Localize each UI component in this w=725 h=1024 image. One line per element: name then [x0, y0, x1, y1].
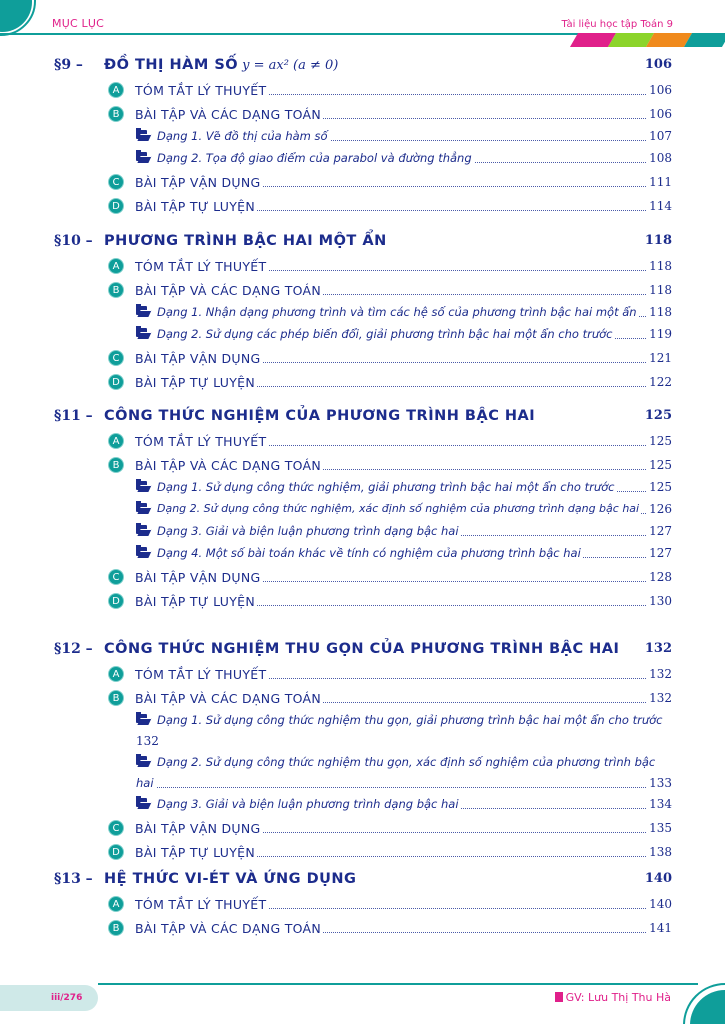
toc-entry[interactable]: [108, 691, 672, 709]
folder-open-icon: [136, 481, 151, 492]
subentry-page-number: 119: [649, 327, 672, 341]
entry-page-number: 132: [649, 691, 672, 705]
dot-leader: [136, 787, 646, 788]
section-heading[interactable]: [54, 408, 672, 430]
header-rule: [0, 33, 600, 35]
toc-subentry[interactable]: [136, 327, 672, 345]
header-color-stripes: [566, 33, 725, 47]
section-title: [104, 408, 535, 424]
section-badge-icon: D: [108, 374, 124, 390]
folder-open-icon: [136, 525, 151, 536]
subentry-label: Dạng 3. Giải và biện luận phương trình dạng bậc hai: [157, 797, 459, 811]
running-header-left: MỤC LỤC: [52, 17, 104, 30]
subentry-label: Dạng 1. Sử dụng công thức nghiệm thu gọn, giải phương trình bậc hai một ẩn cho trước: [157, 713, 663, 727]
subentry-label: Dạng 3. Giải và biện luận phương trình dạng bậc hai: [157, 524, 459, 538]
subentry-page-number: 118: [649, 305, 672, 319]
entry-page-number: 111: [649, 175, 672, 189]
entry-page-number: 138: [649, 845, 672, 859]
subentry-page-number: 134: [649, 797, 672, 811]
subentry-page-number: 126: [649, 502, 672, 516]
entry-page-number: 125: [649, 458, 672, 472]
entry-label: TÓM TẮT LÝ THUYẾT: [135, 434, 267, 449]
entry-page-number: 114: [649, 199, 672, 213]
subentry-label: Dạng 1. Nhận dạng phương trình và tìm các hệ số của phương trình bậc hai một ẩn: [157, 305, 637, 319]
section-number: §9 –: [54, 57, 83, 73]
entry-label: BÀI TẬP VẬN DỤNG: [135, 570, 261, 585]
toc-subentry[interactable]: [136, 713, 672, 751]
section-badge-icon: A: [108, 258, 124, 274]
section-badge-icon: D: [108, 198, 124, 214]
section-page-number: 140: [644, 871, 672, 886]
entry-page-number: 125: [649, 434, 672, 448]
entry-label: BÀI TẬP TỰ LUYỆN: [135, 199, 255, 214]
entry-label: BÀI TẬP TỰ LUYỆN: [135, 375, 255, 390]
folder-open-icon: [136, 756, 151, 767]
section-number: §10 –: [54, 233, 93, 249]
header-stripe: [684, 33, 725, 47]
subentry-label-continued: hai: [136, 776, 154, 790]
entry-label: TÓM TẮT LÝ THUYẾT: [135, 667, 267, 682]
toc-entry[interactable]: [108, 434, 672, 452]
subentry-label: Dạng 4. Một số bài toán khác về tính có nghiệm của phương trình bậc hai: [157, 546, 581, 560]
toc-subentry[interactable]: [136, 305, 672, 323]
folder-open-icon: [136, 547, 151, 558]
toc-entry[interactable]: [108, 845, 672, 863]
entry-page-number: 122: [649, 375, 672, 389]
toc-entry[interactable]: [108, 175, 672, 193]
folder-open-icon: [136, 306, 151, 317]
section-page-number: 106: [644, 57, 672, 72]
subentry-page-number: 127: [649, 546, 672, 560]
entry-page-number: 132: [649, 667, 672, 681]
section-number: §13 –: [54, 871, 93, 887]
toc-entry[interactable]: [108, 458, 672, 476]
folder-open-icon: [136, 130, 151, 141]
running-header-right: Tài liệu học tập Toán 9: [561, 19, 673, 30]
document-icon: [555, 992, 563, 1002]
author-name: GV: Lưu Thị Thu Hà: [565, 991, 671, 1004]
entry-label: BÀI TẬP VÀ CÁC DẠNG TOÁN: [135, 921, 322, 936]
section-title: [104, 641, 619, 657]
section-heading[interactable]: [54, 871, 672, 893]
section-title: [104, 233, 387, 249]
folder-open-icon: [136, 714, 151, 725]
section-badge-icon: A: [108, 666, 124, 682]
folder-open-icon: [136, 798, 151, 809]
entry-page-number: 140: [649, 897, 672, 911]
author-credit: [555, 991, 671, 1004]
entry-label: BÀI TẬP VÀ CÁC DẠNG TOÁN: [135, 107, 322, 122]
footer-rule: [98, 983, 698, 985]
toc-subentry[interactable]: [136, 546, 672, 564]
toc-entry[interactable]: [108, 107, 672, 125]
entry-label: BÀI TẬP TỰ LUYỆN: [135, 594, 255, 609]
section-badge-icon: A: [108, 433, 124, 449]
section-heading[interactable]: [54, 641, 672, 663]
entry-label: BÀI TẬP VẬN DỤNG: [135, 821, 261, 836]
section-title-text: PHƯƠNG TRÌNH BẬC HAI MỘT ẨN: [104, 233, 387, 249]
toc-entry[interactable]: [108, 259, 672, 277]
subentry-label: Dạng 2. Sử dụng công thức nghiệm, xác định số nghiệm của phương trình dạng bậc hai: [157, 502, 640, 515]
entry-label: TÓM TẮT LÝ THUYẾT: [135, 83, 267, 98]
section-badge-icon: A: [108, 896, 124, 912]
entry-label: TÓM TẮT LÝ THUYẾT: [135, 259, 267, 274]
toc-entry[interactable]: [108, 921, 672, 939]
section-title-text: CÔNG THỨC NGHIỆM CỦA PHƯƠNG TRÌNH BẬC HAI: [104, 408, 536, 424]
entry-page-number: 106: [649, 83, 672, 97]
section-badge-icon: C: [108, 350, 124, 366]
toc-entry[interactable]: [108, 83, 672, 101]
entry-page-number: 118: [649, 259, 672, 273]
toc-entry[interactable]: [108, 375, 672, 393]
section-badge-icon: B: [108, 457, 124, 473]
section-badge-icon: B: [108, 920, 124, 936]
entry-label: BÀI TẬP TỰ LUYỆN: [135, 845, 255, 860]
subentry-page-number: 108: [649, 151, 672, 165]
section-badge-icon: C: [108, 820, 124, 836]
section-number: §11 –: [54, 408, 93, 424]
entry-page-number: 121: [649, 351, 672, 365]
section-heading[interactable]: [54, 57, 672, 79]
entry-label: BÀI TẬP VÀ CÁC DẠNG TOÁN: [135, 458, 322, 473]
subentry-page-number: 127: [649, 524, 672, 538]
footer-page-band: [0, 985, 98, 1011]
section-badge-icon: C: [108, 569, 124, 585]
subentry-label: Dạng 1. Vẽ đồ thị của hàm số: [157, 129, 328, 143]
toc-subentry[interactable]: [136, 524, 672, 542]
toc-subentry[interactable]: [136, 797, 672, 815]
toc-subentry[interactable]: [136, 129, 672, 147]
toc-entry[interactable]: [108, 594, 672, 612]
corner-circle-decoration: [0, 0, 32, 32]
toc-entry[interactable]: [108, 199, 672, 217]
entry-label: BÀI TẬP VÀ CÁC DẠNG TOÁN: [135, 691, 322, 706]
entry-page-number: 118: [649, 283, 672, 297]
entry-label: BÀI TẬP VÀ CÁC DẠNG TOÁN: [135, 283, 322, 298]
entry-page-number: 141: [649, 921, 672, 935]
subentry-page-number: 133: [649, 776, 672, 790]
subentry-label: Dạng 1. Sử dụng công thức nghiệm, giải phương trình bậc hai một ẩn cho trước: [157, 480, 615, 494]
entry-page-number: 135: [649, 821, 672, 835]
section-badge-icon: B: [108, 106, 124, 122]
subentry-page-number: 107: [649, 129, 672, 143]
entry-page-number: 128: [649, 570, 672, 584]
entry-label: BÀI TẬP VẬN DỤNG: [135, 175, 261, 190]
section-page-number: 125: [644, 408, 672, 423]
toc-entry[interactable]: [108, 821, 672, 839]
subentry-label: Dạng 2. Sử dụng công thức nghiệm thu gọn, xác định số nghiệm của phương trình bậc: [157, 755, 656, 769]
toc-subentry[interactable]: [136, 151, 672, 169]
toc-subentry[interactable]: [136, 480, 672, 498]
section-title-text: ĐỒ THỊ HÀM SỐ: [104, 57, 239, 73]
section-number: §12 –: [54, 641, 93, 657]
section-title-text: CÔNG THỨC NGHIỆM THU GỌN CỦA PHƯƠNG TRÌNH BẬC HAI: [104, 641, 620, 657]
section-title: [104, 57, 338, 73]
entry-page-number: 106: [649, 107, 672, 121]
section-badge-icon: B: [108, 282, 124, 298]
subentry-label: Dạng 2. Sử dụng các phép biến đổi, giải phương trình bậc hai một ẩn cho trước: [157, 327, 613, 341]
section-badge-icon: D: [108, 844, 124, 860]
toc-entry[interactable]: [108, 351, 672, 369]
entry-label: TÓM TẮT LÝ THUYẾT: [135, 897, 267, 912]
folder-open-icon: [136, 503, 151, 514]
subentry-page-number: 125: [649, 480, 672, 494]
toc-subentry[interactable]: [136, 755, 672, 793]
toc-entry[interactable]: [108, 667, 672, 685]
section-title-text: HỆ THỨC VI-ÉT VÀ ỨNG DỤNG: [104, 871, 357, 887]
folder-open-icon: [136, 152, 151, 163]
subentry-page-number: 132: [136, 734, 159, 748]
toc-entry[interactable]: [108, 897, 672, 915]
section-heading[interactable]: [54, 233, 672, 255]
toc-subentry[interactable]: [136, 502, 672, 520]
toc-entry[interactable]: [108, 570, 672, 588]
subentry-continuation: [136, 776, 672, 794]
section-badge-icon: D: [108, 593, 124, 609]
subentry-label: Dạng 2. Tọa độ giao điểm của parabol và đường thẳng: [157, 151, 472, 165]
section-badge-icon: C: [108, 174, 124, 190]
toc-entry[interactable]: [108, 283, 672, 301]
section-page-number: 118: [644, 233, 672, 248]
section-title-formula: y = ax² (a ≠ 0): [242, 58, 339, 73]
section-badge-icon: A: [108, 82, 124, 98]
entry-label: BÀI TẬP VẬN DỤNG: [135, 351, 261, 366]
folder-open-icon: [136, 328, 151, 339]
section-badge-icon: B: [108, 690, 124, 706]
page-number: iii/276: [51, 993, 83, 1003]
entry-page-number: 130: [649, 594, 672, 608]
subentry-continuation: [136, 734, 672, 752]
section-title: [104, 871, 356, 887]
section-page-number: 132: [644, 641, 672, 656]
